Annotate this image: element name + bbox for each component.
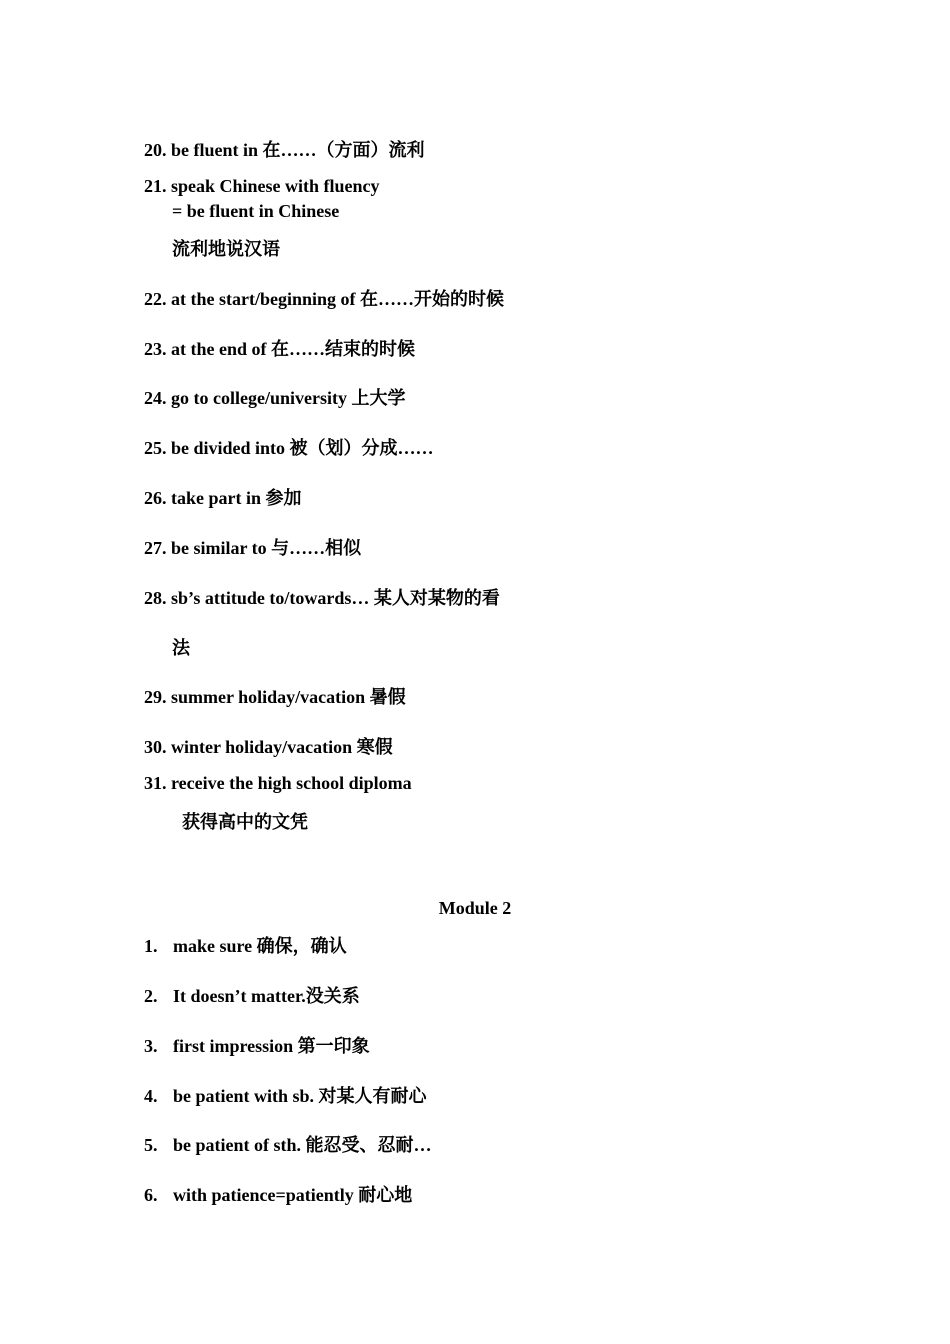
item-text: = be fluent in Chinese [172,201,340,221]
item-number: 2. [144,986,158,1006]
item-text: 流利地说汉语 [172,239,280,259]
section-heading: Module 2 [438,898,512,918]
item-text: speak Chinese with fluency [171,176,380,196]
item-number: 3. [144,1036,158,1056]
list-item [144,175,380,197]
item-number: 20. [144,140,167,160]
list-item [144,1184,412,1206]
item-text: at the end of 在……结束的时候 [171,339,415,359]
list-item [144,1035,370,1057]
list-item-translation [182,811,308,833]
item-text: It doesn’t matter.没关系 [173,986,360,1006]
list-item-continuation [172,637,190,659]
item-text: with patience=patiently 耐心地 [173,1185,413,1205]
item-text: first impression 第一印象 [173,1036,370,1056]
list-item [144,935,347,957]
item-text: be divided into 被（划）分成…… [171,438,434,458]
list-item-continuation [172,200,339,222]
item-number: 4. [144,1086,158,1106]
item-number: 25. [144,438,167,458]
list-item [144,772,412,794]
list-item [144,387,405,409]
item-number: 26. [144,488,167,508]
list-item [144,537,361,559]
item-number: 6. [144,1185,158,1205]
list-item [144,985,360,1007]
item-number: 27. [144,538,167,558]
item-text: be fluent in 在……（方面）流利 [171,140,425,160]
item-number: 24. [144,388,167,408]
list-item [144,1134,432,1156]
item-number: 23. [144,339,167,359]
list-item [144,338,415,360]
item-text: 获得高中的文凭 [182,812,308,832]
item-text: be similar to 与……相似 [171,538,362,558]
item-text: summer holiday/vacation 暑假 [171,687,406,707]
item-number: 31. [144,773,167,793]
item-number: 21. [144,176,167,196]
item-number: 29. [144,687,167,707]
list-item [144,487,302,509]
item-text: go to college/university 上大学 [171,388,406,408]
list-item [144,139,425,161]
item-number: 22. [144,289,167,309]
list-item [144,288,504,310]
list-item [144,736,393,758]
item-text: sb’s attitude to/towards… 某人对某物的看 [171,588,500,608]
list-item [144,587,500,609]
item-number: 28. [144,588,167,608]
item-number: 30. [144,737,167,757]
item-text: take part in 参加 [171,488,302,508]
item-text: receive the high school diploma [171,773,412,793]
item-text: be patient with sb. 对某人有耐心 [173,1086,427,1106]
list-item [144,686,406,708]
item-text: at the start/beginning of 在……开始的时候 [171,289,504,309]
item-number: 1. [144,936,158,956]
list-item-translation [172,238,280,260]
item-text: make sure 确保，确认 [173,936,347,956]
list-item [144,1085,427,1107]
item-text: winter holiday/vacation 寒假 [171,737,393,757]
item-number: 5. [144,1135,158,1155]
item-text: 法 [172,638,190,658]
item-text: be patient of sth. 能忍受、忍耐… [173,1135,432,1155]
list-item [144,437,434,459]
